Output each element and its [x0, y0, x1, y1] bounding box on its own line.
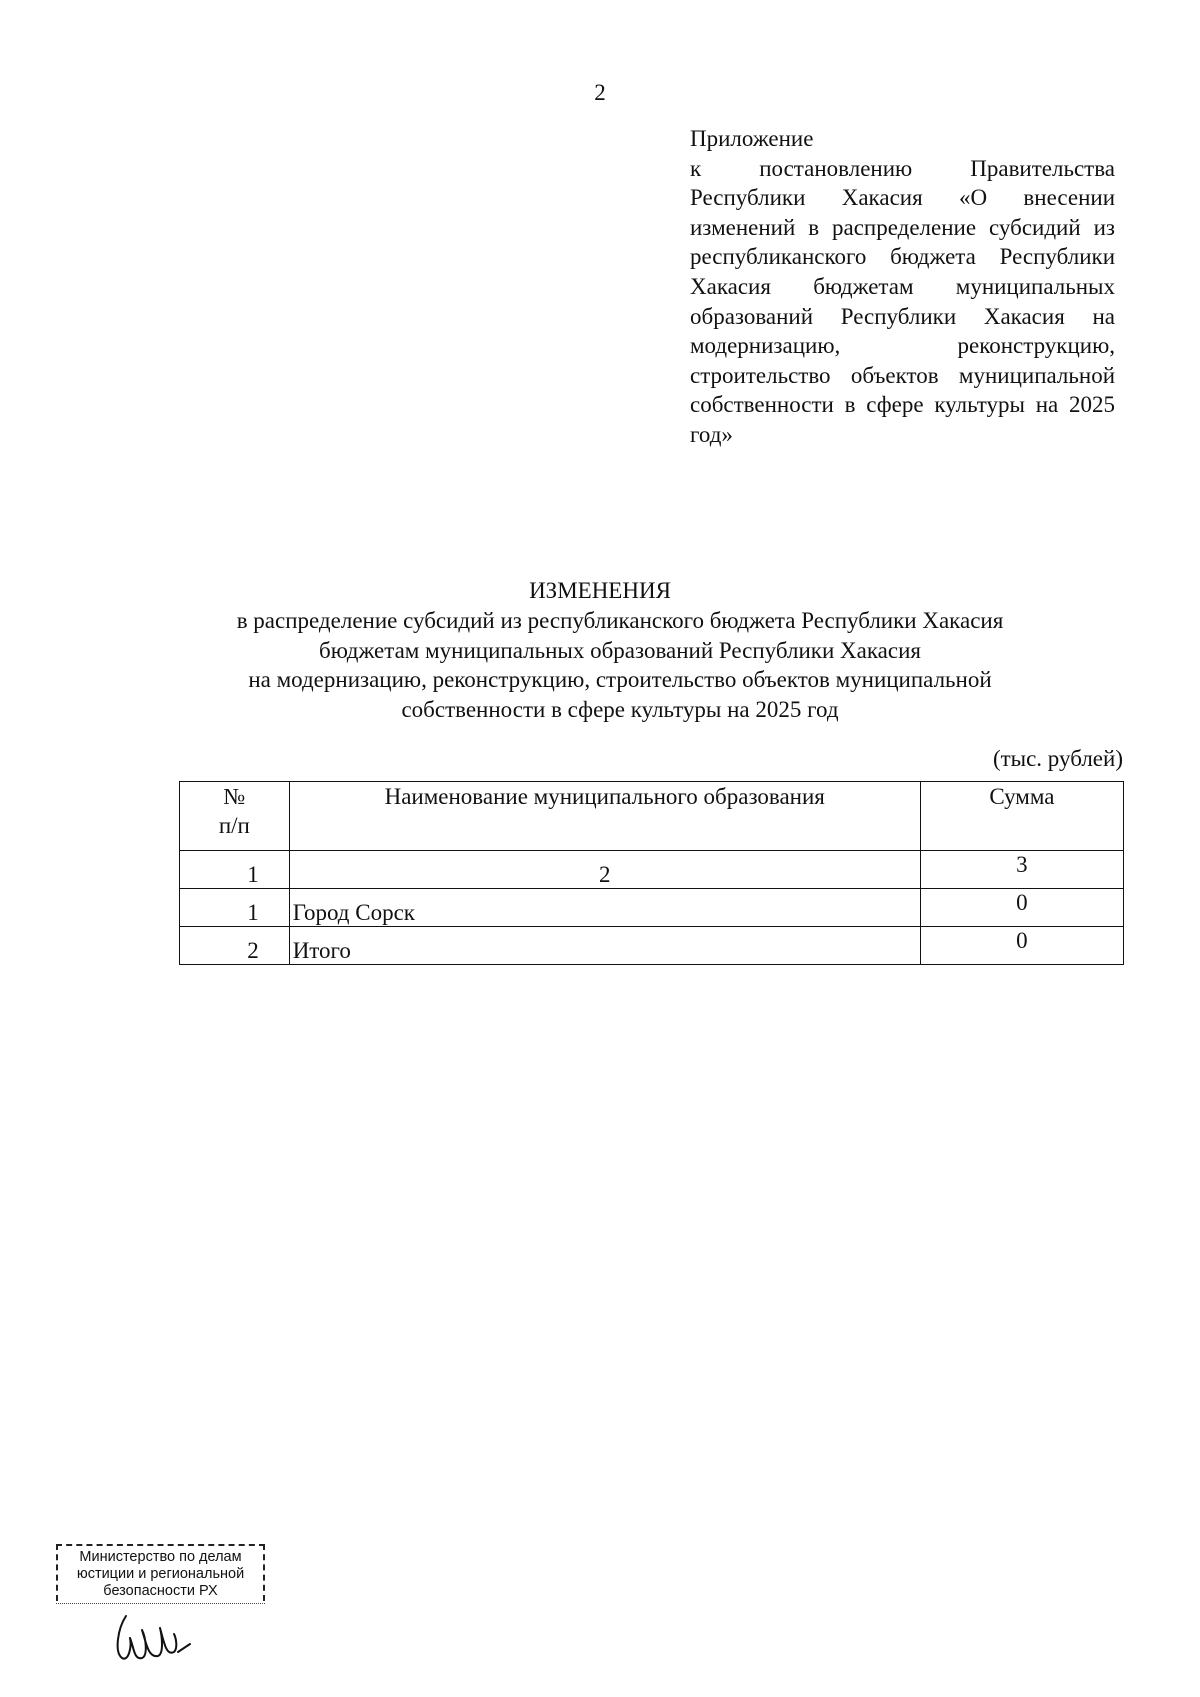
row-number: 2	[180, 927, 290, 965]
appendix-label: Приложение	[690, 126, 814, 151]
page-number: 2	[594, 80, 606, 105]
stamp-line: безопасности РХ	[103, 1583, 218, 1599]
handwritten-signature	[112, 1608, 202, 1668]
row-name: Итого	[289, 927, 920, 965]
stamp-line: Министерство по делам	[79, 1549, 242, 1565]
table-row	[180, 927, 1124, 965]
document-title: ИЗМЕНЕНИЯ	[529, 578, 671, 603]
header-number-abbrev: п/п	[218, 813, 250, 838]
row-sum: 0	[920, 889, 1123, 927]
column-number: 2	[289, 851, 920, 889]
row-sum: 0	[920, 927, 1123, 965]
subsidy-table	[179, 781, 1124, 965]
subtitle-line: бюджетам муниципальных образований Республики Хакасия	[319, 637, 921, 663]
header-name: Наименование муниципального образования	[289, 782, 920, 851]
header-number-symbol: №	[223, 784, 246, 809]
subtitle-line: в распределение субсидий из республиканского бюджета Республики Хакасия	[236, 608, 1004, 633]
header-sum: Сумма	[920, 782, 1123, 851]
stamp-bottom-border	[56, 1603, 265, 1604]
subtitle-line: собственности в сфере культуры на 2025 год	[401, 696, 839, 722]
column-number-row	[180, 851, 1124, 889]
row-name: Город Сорск	[289, 889, 920, 927]
row-number: 1	[180, 889, 290, 927]
subtitle-line: на модернизацию, реконструкцию, строительство объектов муниципальной	[248, 667, 992, 693]
ministry-stamp	[56, 1544, 265, 1601]
table-row	[180, 889, 1124, 927]
units-label: (тыс. рублей)	[992, 746, 1123, 771]
appendix-block	[690, 124, 1115, 450]
header-number	[180, 782, 290, 851]
column-number: 1	[180, 851, 290, 889]
appendix-text: к постановлению Правительства Республики Хакасия «О внесении изменений в распределение субсидий из республиканского бюджета Республики Хакасия бюджетам муниципальных образований Республики Хакасия на модернизацию, реконструкцию, строительство объектов муниципальной собственности в сфере культуры на 2025 год»	[690, 155, 1115, 447]
column-number: 3	[920, 851, 1123, 889]
document-subtitle	[150, 606, 1090, 724]
table-header-row	[180, 782, 1124, 851]
stamp-line: юстиции и региональной	[76, 1566, 245, 1582]
